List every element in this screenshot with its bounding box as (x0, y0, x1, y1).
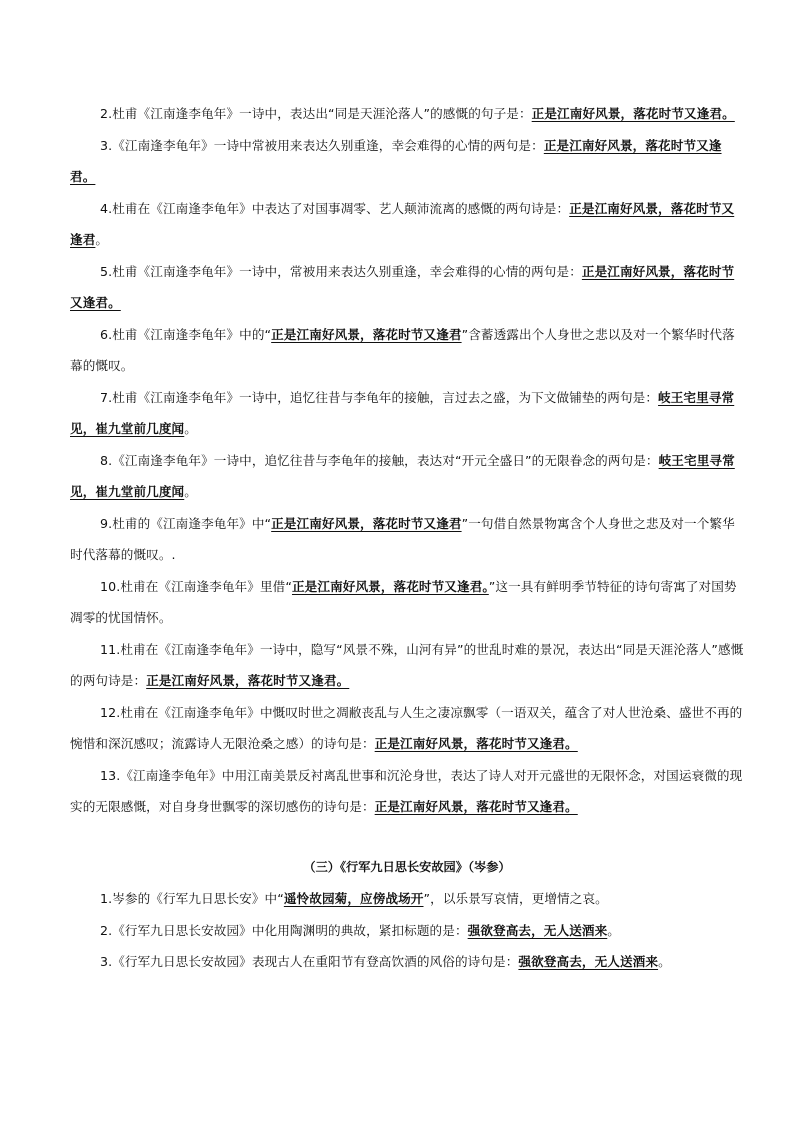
section-heading: （三）《行军九日思长安故园》（岑参） (303, 859, 511, 874)
question-text: 1.岑参的《行军九日思长安》中“ (100, 891, 284, 906)
question-item (70, 634, 744, 697)
answer-text: 正是江南好风景，落花时节又逢君。 (146, 673, 350, 688)
answer-text: 岐王宅里寻常见，崔九堂前几度闻 (70, 452, 735, 499)
question-item (70, 571, 744, 634)
answer-text: 正是江南好风景，落花时节又逢君。 (531, 106, 735, 121)
question-item (70, 915, 744, 947)
answer-text: 正是江南好风景，落花时节又逢君 (271, 515, 462, 531)
answer-text: 正是江南好风景，落花时节又逢君 (271, 326, 462, 342)
answer-text: 正是江南好风景，落花时节又逢君 (70, 200, 735, 247)
answer-text: 正是江南好风景，落花时节又逢君。 (374, 736, 578, 751)
question-tail: ”这一具有鲜明季节特征的诗句寄寓了对国势凋零的忧国情怀。 (70, 578, 737, 625)
question-item (70, 382, 744, 445)
question-tail: ”，以乐景写哀情，更增情之哀。 (423, 891, 608, 906)
question-tail: 。 (658, 954, 671, 969)
question-text: 7.杜甫《江南逢李龟年》一诗中，追忆往昔与李龟年的接触，言过去之盛，为下文做铺垫的两句是： (100, 389, 659, 405)
question-text: 5.杜甫《江南逢李龟年》一诗中，常被用来表达久别重逢，幸会难得的心情的两句是： (100, 263, 582, 279)
question-text: 3.《江南逢李龟年》一诗中常被用来表达久别重逢，幸会难得的心情的两句是： (100, 137, 544, 153)
section-gap (70, 823, 744, 852)
question-item (70, 946, 744, 978)
question-list-xingjun (70, 883, 744, 978)
answer-text: 正是江南好风景，落花时节又逢君。 (70, 137, 722, 184)
question-tail: 。 (95, 232, 109, 247)
question-item (70, 445, 744, 508)
question-item (70, 319, 744, 382)
answer-text: 强欲登高去，无人送酒来 (518, 954, 659, 969)
question-tail: ”含蓄透露出个人身世之悲以及对一个繁华时代落幕的慨叹。 (70, 326, 735, 373)
question-text: 6.杜甫《江南逢李龟年》中的“ (100, 326, 272, 342)
question-text: 10.杜甫在《江南逢李龟年》里借“ (100, 578, 292, 594)
question-tail: 。 (184, 421, 197, 436)
question-text: 9.杜甫的《江南逢李龟年》中“ (100, 515, 272, 531)
question-text: 8.《江南逢李龟年》一诗中，追忆往昔与李龟年的接触，表达对“开元全盛日”的无限眷念的两句是： (100, 452, 659, 468)
question-item (70, 130, 744, 193)
answer-text: 正是江南好风景，落花时节又逢君。 (374, 799, 578, 814)
answer-text: 强欲登高去，无人送酒来 (467, 922, 608, 938)
question-item (70, 98, 744, 130)
question-text: 12.杜甫在《江南逢李龟年》中慨叹时世之凋敝丧乱与人生之凄凉飘零（一语双关，蕴含了对人世沧桑、盛世不再的惋惜和深沉感叹；流露诗人无限沧桑之感）的诗句是： (70, 704, 743, 751)
question-text: 2.《行军九日思长安故园》中化用陶渊明的典故，紧扣标题的是： (100, 922, 468, 938)
answer-text: 遥怜故园菊，应傍战场开 (283, 891, 424, 906)
question-item (70, 193, 744, 256)
question-item (70, 256, 744, 319)
question-text: 3.《行军九日思长安故园》表现古人在重阳节有登高饮酒的风俗的诗句是： (100, 954, 519, 969)
question-item (70, 697, 744, 760)
question-text: 13.《江南逢李龟年》中用江南美景反衬离乱世事和沉沦身世，表达了诗人对开元盛世的无限怀念，对国运衰微的现实的无限感慨，对自身身世飘零的深切感伤的诗句是： (70, 767, 743, 814)
question-item (70, 508, 744, 571)
question-list-jiangnan (70, 98, 744, 823)
answer-text: 岐王宅里寻常见，崔九堂前几度闻 (70, 389, 735, 436)
answer-text: 正是江南好风景，落花时节又逢君。 (70, 263, 735, 310)
question-item (70, 883, 744, 915)
question-tail: 。 (184, 484, 197, 499)
question-text: 2.杜甫《江南逢李龟年》一诗中，表达出“同是天涯沦落人”的感慨的句子是： (100, 106, 532, 121)
question-tail: ”一句借自然景物寓含个人身世之悲及对一个繁华时代落幕的慨叹。. (70, 515, 735, 562)
answer-text: 正是江南好风景，落花时节又逢君。 (291, 578, 489, 594)
question-text: 11.杜甫在《江南逢李龟年》一诗中，隐写“风景不殊，山河有异”的世乱时难的景况，表达出“同是天涯沦落人”感慨的两句诗是： (70, 641, 744, 688)
question-tail: 。 (607, 922, 620, 938)
question-text: 4.杜甫在《江南逢李龟年》中表达了对国事凋零、艺人颠沛流离的感慨的两句诗是： (100, 200, 570, 216)
question-item (70, 760, 744, 823)
